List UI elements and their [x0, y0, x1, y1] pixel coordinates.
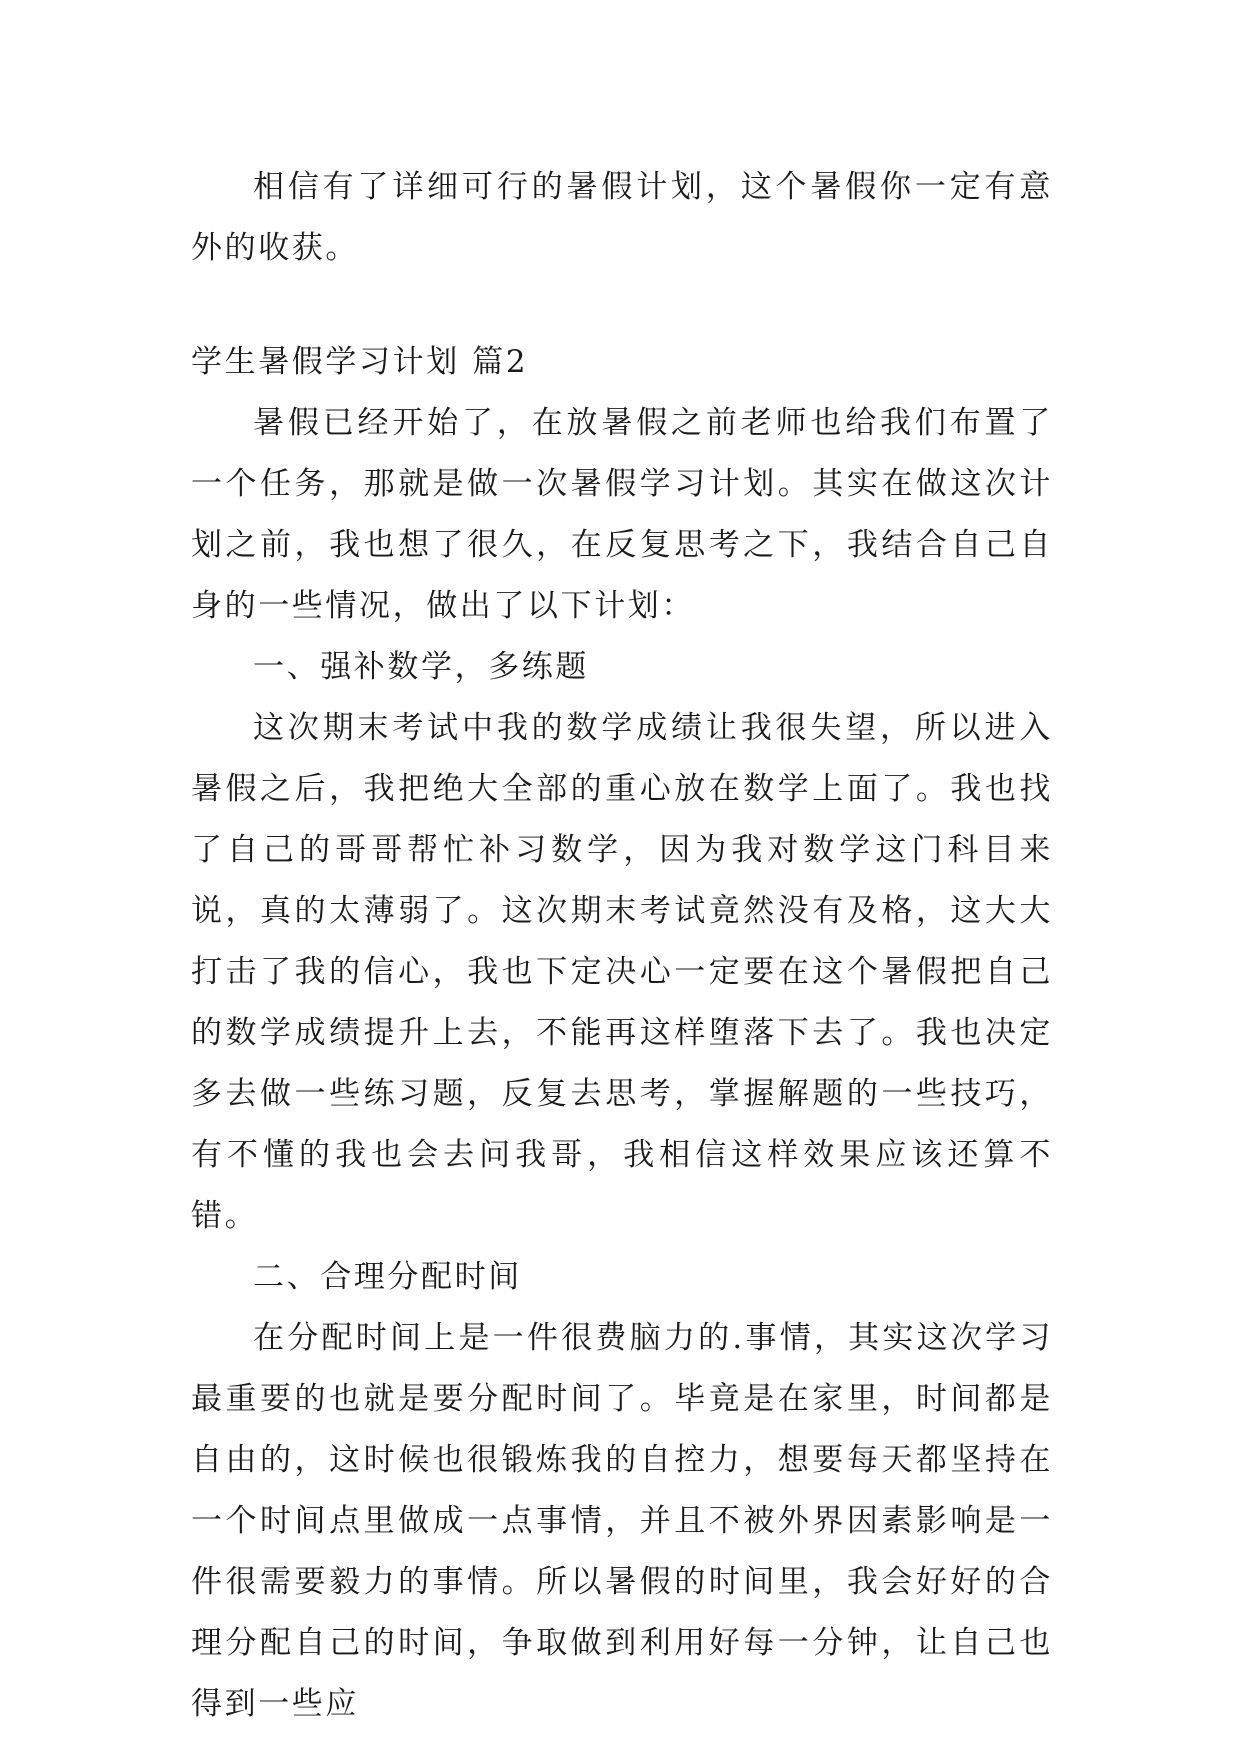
intro-paragraph: 相信有了详细可行的暑假计划，这个暑假你一定有意外的收获。 — [191, 169, 1053, 266]
intro-section — [191, 157, 1053, 279]
main-section — [191, 332, 1053, 1735]
section-title: 学生暑假学习计划 篇2 — [191, 344, 529, 380]
paragraph-math: 这次期末考试中我的数学成绩让我很失望，所以进入暑假之后，我把绝大全部的重心放在数学上面了。我也找了自己的哥哥帮忙补习数学，因为我对数学这门科目来说，真的太薄弱了。这次期末考试竟然没有及格，这大大打击了我的信心，我也下定决心一定要在这个暑假把自己的数学成绩提升上去，不能再这样堕落下去了。我也决定多去做一些练习题，反复去思考，掌握解题的一些技巧，有不懂的我也会去问我哥，我相信这样效果应该还算不错。 — [191, 710, 1053, 1234]
subheading-time: 二、合理分配时间 — [253, 1259, 522, 1295]
subheading-math: 一、强补数学，多练题 — [253, 649, 589, 685]
paragraph-time: 在分配时间上是一件很费脑力的.事情，其实这次学习最重要的也就是要分配时间了。毕竟是在家里，时间都是自由的，这时候也很锻炼我的自控力，想要每天都坚持在一个时间点里做成一点事情，并且不被外界因素影响是一件很需要毅力的事情。所以暑假的时间里，我会好好的合理分配自己的时间，争取做到利用好每一分钟，让自己也得到一些应 — [191, 1320, 1053, 1722]
paragraph-intro-plan: 暑假已经开始了，在放暑假之前老师也给我们布置了一个任务，那就是做一次暑假学习计划。其实在做这次计划之前，我也想了很久，在反复思考之下，我结合自己自身的一些情况，做出了以下计划： — [191, 405, 1053, 624]
